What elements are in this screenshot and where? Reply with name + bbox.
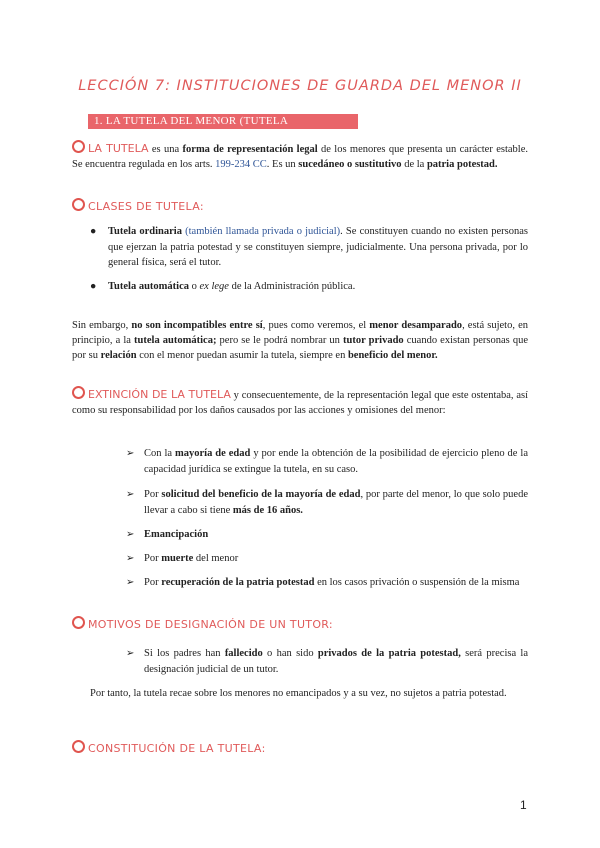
article-reference: 199-234 CC xyxy=(215,159,267,170)
arrow-item-muerte: ➢ Por muerte del menor xyxy=(144,551,528,567)
arrow-bullet-icon: ➢ xyxy=(126,448,135,459)
circle-bullet-icon xyxy=(72,140,85,153)
arrow-item-mayoria-edad: ➢ Con la mayoría de edad y por ende la obtención de la posibilidad de ejercicio pleno de la capacidad jurídica se extingue la tutela, en su caso. xyxy=(126,448,528,475)
circle-bullet-icon xyxy=(72,386,85,399)
sin-embargo-paragraph: Sin embargo, no son incompatibles entre sí, pues como veremos, el menor desamparado, está sujeto, en principio, a la tutela automática; pero se le podrá nombrar un tutor privado cuando existan personas que por su relación con el menor puedan asumir la tutela, siempre en beneficio del menor. xyxy=(72,320,528,361)
circle-bullet-icon xyxy=(72,740,85,753)
page-number: 1 xyxy=(520,798,527,812)
extincion-paragraph: EXTINCIÓN DE LA TUTELA y consecuentemente, de la representación legal que este ostentaba, así como su responsabilidad por los daños causados por las acciones y omisiones del menor: xyxy=(72,388,528,416)
bullet-dot-icon: ● xyxy=(90,281,97,292)
motivos-heading: MOTIVOS DE DESIGNACIÓN DE UN TUTOR: xyxy=(72,616,333,631)
arrow-bullet-icon: ➢ xyxy=(126,648,135,659)
arrow-bullet-icon: ➢ xyxy=(126,489,135,500)
arrow-item-solicitud: ➢ Por solicitud del beneficio de la mayoría de edad, por parte del menor, lo que solo puede llevar a cabo si tiene más de 16 años. xyxy=(126,489,528,516)
circle-bullet-icon xyxy=(72,198,85,211)
arrow-bullet-icon: ➢ xyxy=(126,529,135,540)
bullet-tutela-ordinaria: ● Tutela ordinaria (también llamada privada o judicial). Se constituyen cuando no existen personas que ejerzan la patria potestad y se constituyen siempre, judicialmente. Una persona privada, por lo general física, será el tutor. xyxy=(90,226,528,268)
arrow-item-motivo: ➢ Si los padres han fallecido o han sido privados de la patria potestad, será precisa la designación judicial de un tutor. xyxy=(126,648,528,675)
lesson-title: LECCIÓN 7: INSTITUCIONES DE GUARDA DEL MENOR II xyxy=(78,78,522,94)
arrow-bullet-icon: ➢ xyxy=(126,553,135,564)
por-tanto-paragraph: Por tanto, la tutela recae sobre los menores no emancipados y a su vez, no sujetos a patria potestad. xyxy=(90,688,507,699)
arrow-item-recuperacion: ➢ Por recuperación de la patria potestad en los casos privación o suspensión de la misma xyxy=(144,575,528,591)
constitucion-heading: CONSTITUCIÓN DE LA TUTELA: xyxy=(72,740,266,755)
bullet-tutela-automatica: ● Tutela automática o ex lege de la Administración pública. xyxy=(108,279,528,295)
clases-heading: CLASES DE TUTELA: xyxy=(72,198,204,213)
section-heading-bar: 1. LA TUTELA DEL MENOR (TUTELA ORDINARIA) xyxy=(88,114,358,129)
arrow-bullet-icon: ➢ xyxy=(126,577,135,588)
intro-paragraph: LA TUTELA es una forma de representación legal de los menores que presenta un carácter estable. Se encuentra regulada en los arts. 199-234 CC. Es un sucedáneo o sustitutivo de la patria potestad. xyxy=(72,142,528,170)
intro-term: LA TUTELA xyxy=(88,142,149,155)
extincion-heading: EXTINCIÓN DE LA TUTELA xyxy=(88,388,231,401)
arrow-item-emancipacion: ➢ Emancipación xyxy=(144,527,528,543)
circle-bullet-icon xyxy=(72,616,85,629)
bullet-dot-icon: ● xyxy=(90,226,97,237)
